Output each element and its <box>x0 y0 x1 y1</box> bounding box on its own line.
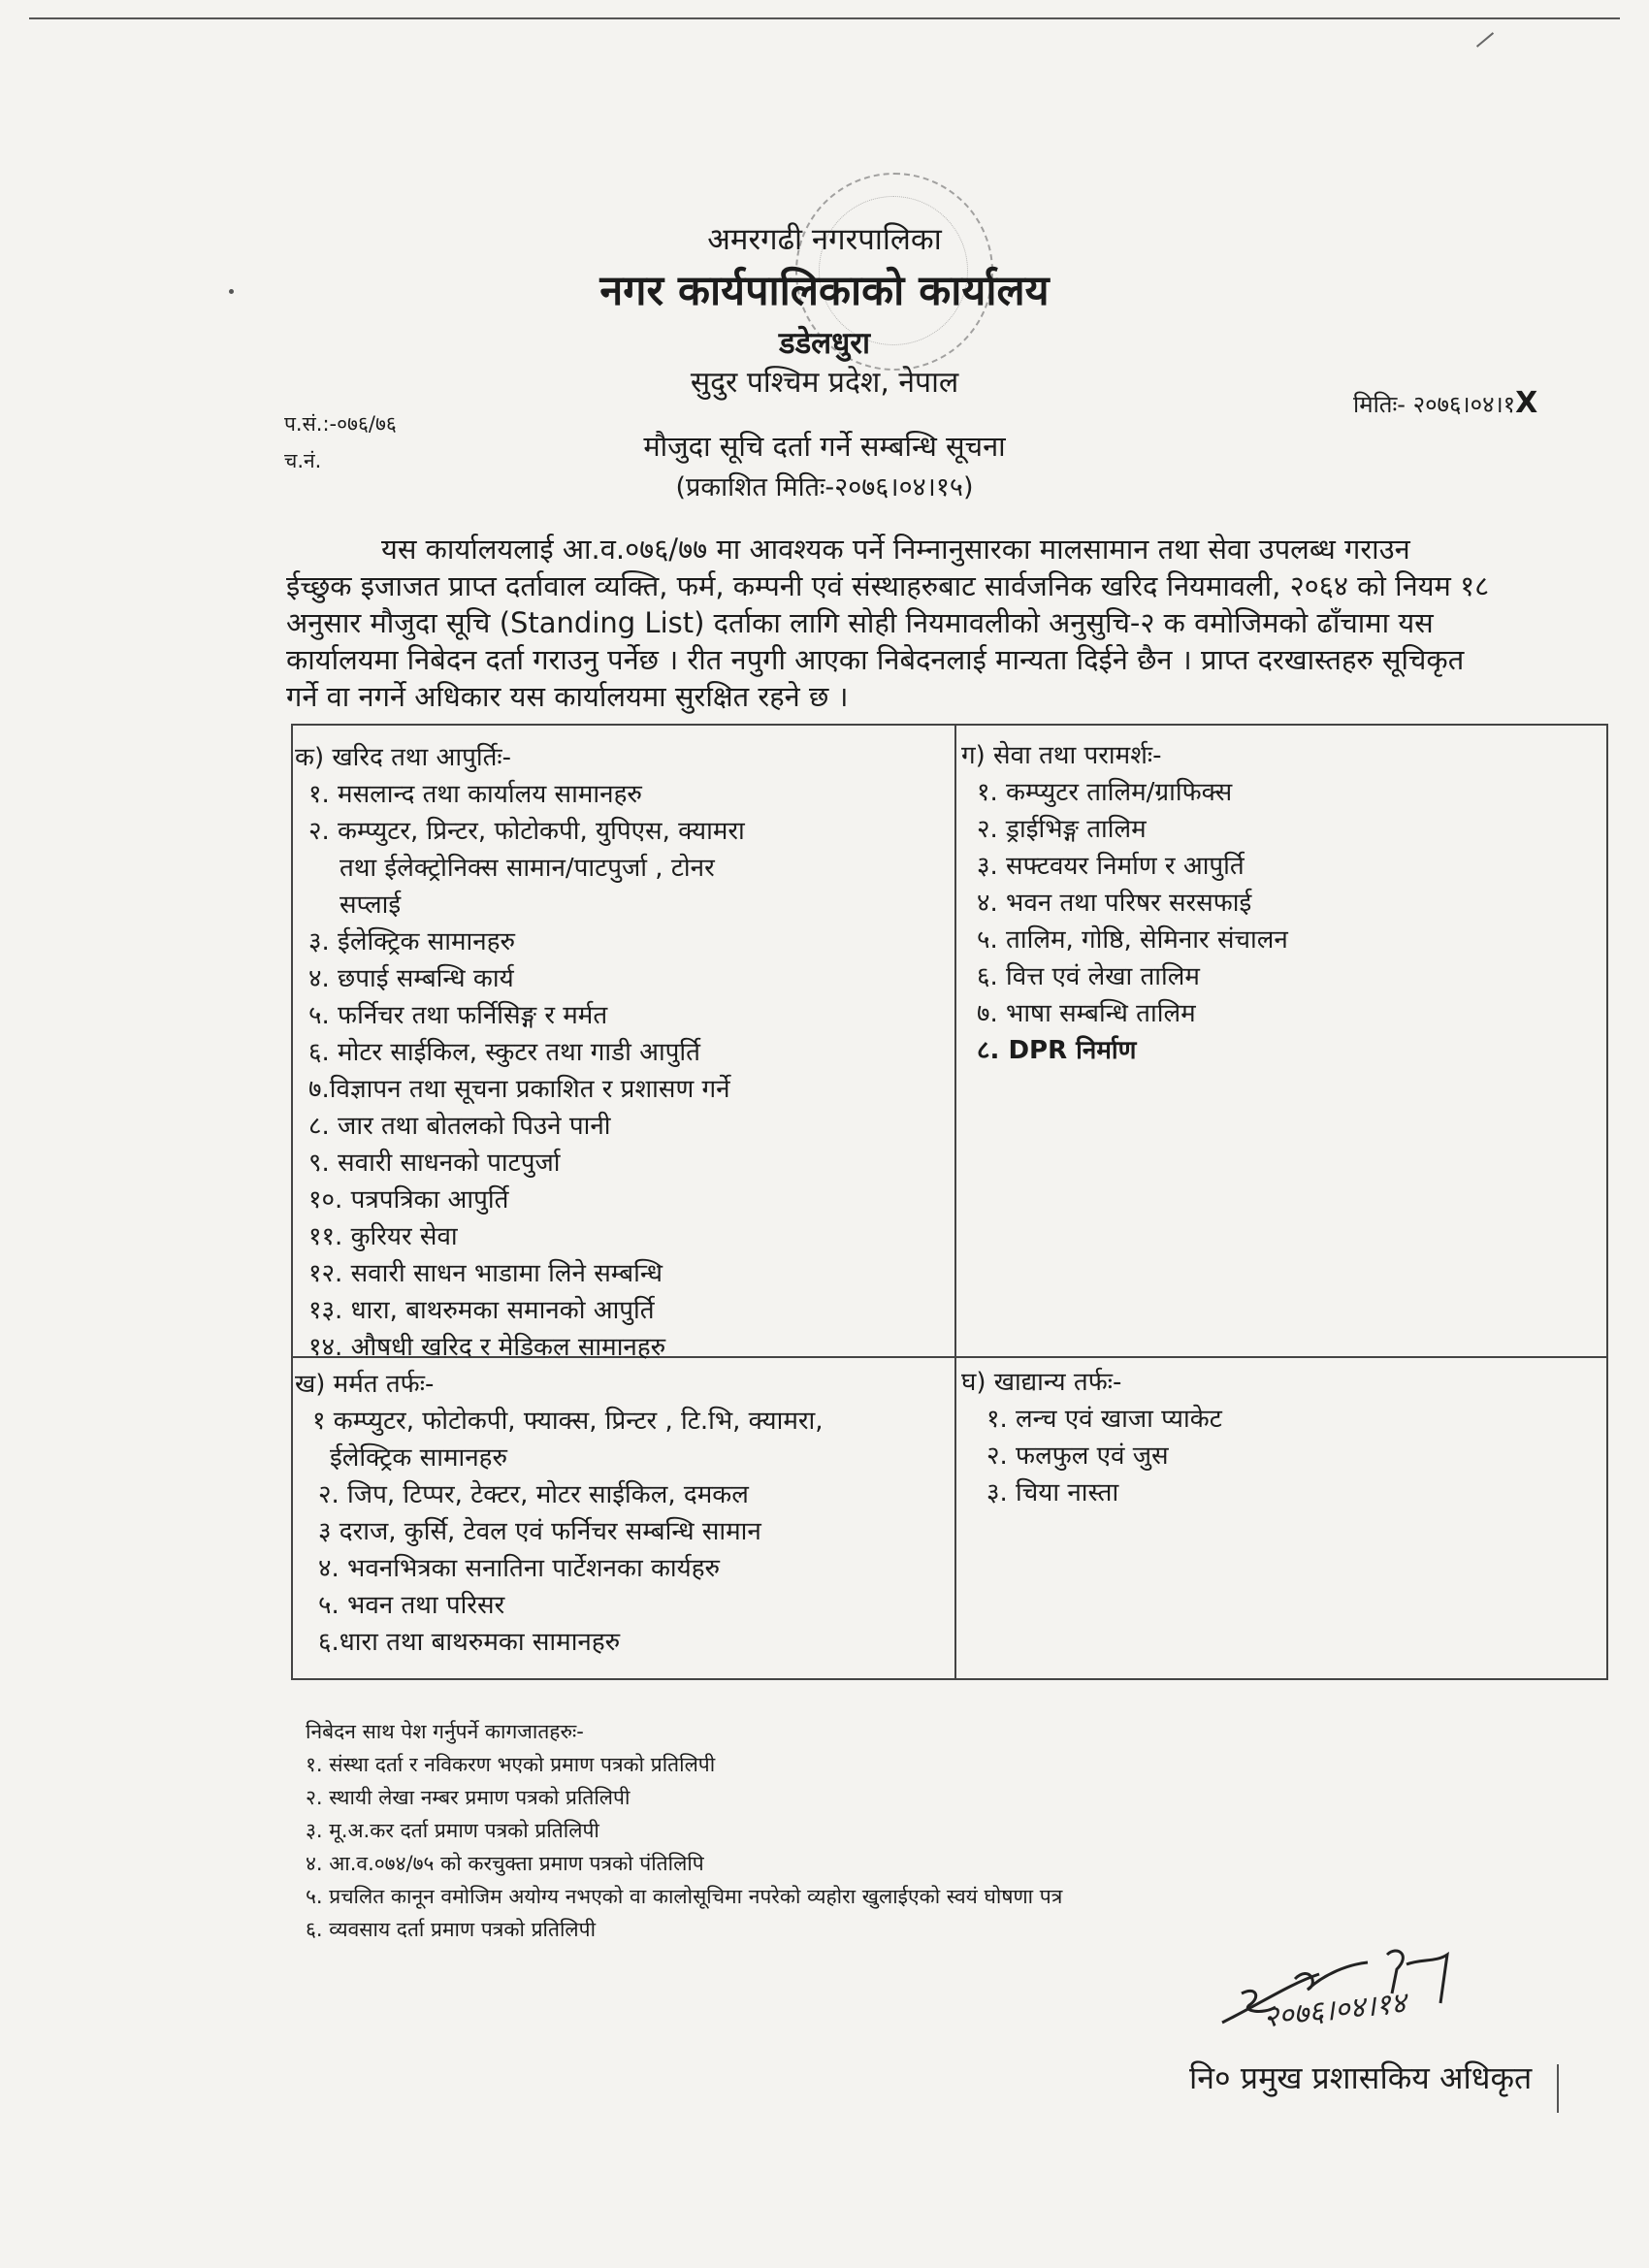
document-item: ३. मू.अ.कर दर्ता प्रमाण पत्रको प्रतिलिपी <box>306 1819 599 1842</box>
list-item-continuation: ईलेक्ट्रिक सामानहरु <box>330 1443 508 1473</box>
list-item: ८. DPR निर्माण <box>977 1036 1137 1065</box>
list-item-continuation: सप्लाई <box>340 891 402 920</box>
documents-heading: निबेदन साथ पेश गर्नुपर्ने कागजातहरुः- <box>306 1720 584 1743</box>
office-name: नगर कार्यपालिकाको कार्यालय <box>599 267 1050 315</box>
office-location: डडेलधुरा <box>779 326 870 361</box>
scan-edge-mark <box>1557 2064 1559 2113</box>
list-item: १३. धारा, बाथरुमका समानको आपुर्ति <box>308 1296 655 1325</box>
list-item: २. कम्प्युटर, प्रिन्टर, फोटोकपी, युपिएस, क्यामरा <box>308 817 745 846</box>
list-item-continuation: तथा ईलेक्ट्रोनिक्स सामान/पाटपुर्जा , टोनर <box>340 854 715 883</box>
municipality-name: अमरगढी नगरपालिका <box>707 222 942 257</box>
list-item: ५. फर्निचर तथा फर्निसिङ्ग र मर्मत <box>308 1001 608 1030</box>
date-correction-mark: X <box>1515 386 1538 420</box>
required-documents <box>306 1715 1062 1946</box>
list-item: १ कम्प्युटर, फोटोकपी, फ्याक्स, प्रिन्टर , टि.भि, क्यामरा, <box>312 1407 824 1436</box>
list-item: १४. औषधी खरिद र मेडिकल सामानहरु <box>308 1333 666 1362</box>
list-item: ११. कुरियर सेवा <box>308 1222 458 1251</box>
list-item: ८. जार तथा बोतलको पिउने पानी <box>308 1112 611 1141</box>
list-item: ३ दराज, कुर्सि, टेवल एवं फर्निचर सम्बन्धि सामान <box>318 1517 761 1546</box>
section-heading: ग) सेवा तथा परामर्शः- <box>961 741 1162 770</box>
table-vertical-divider <box>954 726 956 1678</box>
document-item: ६. व्यवसाय दर्ता प्रमाण पत्रको प्रतिलिपी <box>306 1918 597 1941</box>
notice-title: मौजुदा सूचि दर्ता गर्ने सम्बन्धि सूचना <box>643 430 1006 463</box>
document-item: ४. आ.व.०७४/७५ को करचुक्ता प्रमाण पत्रको पंतिलिपि <box>306 1852 704 1875</box>
list-item: ३. चिया नास्ता <box>986 1478 1119 1507</box>
scan-mark <box>1476 32 1494 48</box>
document-item: २. स्थायी लेखा नम्बर प्रमाण पत्रको प्रतिलिपी <box>306 1786 630 1809</box>
paragraph-line: यस कार्यालयलाई आ.व.०७६/७७ मा आवश्यक पर्ने निम्नानुसारका मालसामान तथा सेवा उपलब्ध गराउन <box>381 533 1410 566</box>
list-item: ४. भवनभित्रका सनातिना पार्टेशनका कार्यहरु <box>318 1554 721 1583</box>
dispatch-number: च.नं. <box>284 449 322 472</box>
document-item: १. संस्था दर्ता र नविकरण भएको प्रमाण पत्रको प्रतिलिपी <box>306 1753 716 1776</box>
list-item: ३. सफ्टवयर निर्माण र आपुर्ति <box>977 852 1245 881</box>
top-edge-rule <box>29 17 1620 19</box>
list-item: ७. भाषा सम्बन्धि तालिम <box>977 999 1196 1028</box>
province-name: सुदुर पश्चिम प्रदेश, नेपाल <box>690 366 959 400</box>
section-purchase-supply <box>295 739 945 1366</box>
list-item: १०. पत्रपत्रिका आपुर्ति <box>308 1185 509 1215</box>
signature-date: २०७६।०४।१४ <box>1261 1986 1408 2035</box>
list-item: १२. सवारी साधन भाडामा लिने सम्बन्धि <box>308 1259 663 1288</box>
document-item: ५. प्रचलित कानून वमोजिम अयोग्य नभएको वा कालोसूचिमा नपरेको व्यहोरा खुलाईएको स्वयं घोषणा पत्र <box>306 1885 1063 1908</box>
list-item: २. ड्राईभिङ्ग तालिम <box>977 815 1147 844</box>
notice-paragraph <box>286 531 1576 715</box>
section-heading: घ) खाद्यान्य तर्फः- <box>961 1368 1122 1397</box>
list-item: १. मसलान्द तथा कार्यालय सामानहरु <box>308 780 642 809</box>
categories-table <box>291 724 1608 1680</box>
paragraph-line: गर्ने वा नगर्ने अधिकार यस कार्यालयमा सुरक्षित रहने छ । <box>286 680 849 713</box>
list-item: ४. छपाई सम्बन्धि कार्य <box>308 964 514 993</box>
list-item: २. जिप, टिप्पर, टेक्टर, मोटर साईकिल, दमकल <box>318 1480 749 1509</box>
section-food <box>961 1364 1598 1511</box>
section-heading: ख) मर्मत तर्फः- <box>295 1370 435 1399</box>
notice-date <box>1353 386 1537 420</box>
reference-number: प.सं.:-०७६/७६ <box>284 412 397 436</box>
list-item: ६.धारा तथा बाथरुमका सामानहरु <box>318 1628 621 1657</box>
list-item: १. कम्प्युटर तालिम/ग्राफिक्स <box>977 778 1233 807</box>
list-item: ५. तालिम, गोष्ठि, सेमिनार संचालन <box>977 925 1288 955</box>
list-item: ४. भवन तथा परिषर सरसफाई <box>977 889 1252 918</box>
paragraph-line: ईच्छुक इजाजत प्राप्त दर्तावाल व्यक्ति, फर्म, कम्पनी एवं संस्थाहरुबाट सार्वजनिक खरिद नियमावली, २०६४ को नियम १८ <box>286 569 1490 602</box>
signatory-designation: नि० प्रमुख प्रशासकिय अधिकृत <box>1189 2059 1533 2096</box>
paragraph-line: अनुसार मौजुदा सूचि (Standing List) दर्ताका लागि सोही नियमावलीको अनुसुचि-२ क वमोजिमको ढाँचामा यस <box>286 606 1434 639</box>
list-item: ५. भवन तथा परिसर <box>318 1591 505 1620</box>
list-item: ३. ईलेक्ट्रिक सामानहरु <box>308 927 516 956</box>
published-date: (प्रकाशित मितिः-२०७६।०४।१५) <box>675 472 974 502</box>
list-item: ९. सवारी साधनको पाटपुर्जा <box>308 1149 561 1178</box>
list-item: २. फलफुल एवं जुस <box>986 1442 1169 1471</box>
section-repair <box>295 1366 945 1661</box>
list-item: १. लन्च एवं खाजा प्याकेट <box>986 1405 1222 1434</box>
section-services-consulting <box>961 737 1598 1069</box>
section-heading: क) खरिद तथा आपुर्तिः- <box>295 743 512 772</box>
notice-date-text: मितिः- २०७६।०४।१ <box>1353 391 1516 418</box>
list-item: ७.विज्ञापन तथा सूचना प्रकाशित र प्रशासण गर्ने <box>308 1075 730 1104</box>
list-item: ६. मोटर साईकिल, स्कुटर तथा गाडी आपुर्ति <box>308 1038 700 1067</box>
list-item: ६. वित्त एवं लेखा तालिम <box>977 962 1200 991</box>
paragraph-line: कार्यालयमा निबेदन दर्ता गराउनु पर्नेछ । रीत नपुगी आएका निबेदनलाई मान्यता दिईने छैन । प्राप्त दरखास्तहरु सूचिकृत <box>286 643 1465 676</box>
